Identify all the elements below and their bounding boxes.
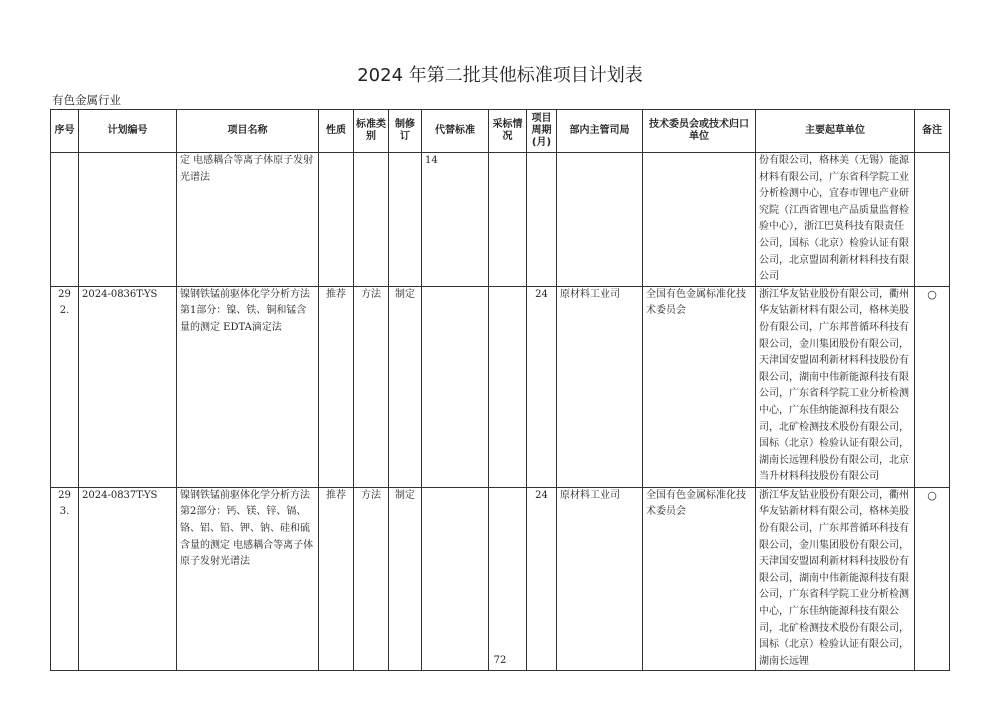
header-drafters: 主要起草单位 [756, 110, 915, 153]
header-period: 项目周期(月) [527, 110, 557, 153]
cell-revision [389, 153, 422, 287]
cell-plan-no: 2024-0837T-YS [79, 487, 177, 671]
cell-seq: 293. [51, 487, 79, 671]
plan-table [50, 109, 950, 671]
table-header-row [51, 110, 950, 153]
industry-label: 有色金属行业 [52, 93, 121, 107]
cell-replace: 14 [422, 153, 489, 287]
cell-nature [319, 153, 354, 287]
header-replace: 代替标准 [422, 110, 489, 153]
cell-dept: 原材料工业司 [557, 286, 643, 487]
cell-adoption [489, 286, 527, 487]
cell-adoption [489, 487, 527, 671]
cell-drafters: 浙江华友钴业股份有限公司，衢州华友钴新材料有限公司，格林美股份有限公司，广东邦普循环科技有限公司，金川集团股份有限公司，天津国安盟固利新材料科技股份有限公司，湖南中伟新能源科技有限公司，广东省科学院工业分析检测中心，广东佳纳能源科技有限公司，北矿检测技术股份有限公司，国标（北京）检验认证有限公司，湖南长远锂 [756, 487, 915, 671]
cell-period: 24 [527, 487, 557, 671]
cell-category: 方法 [354, 286, 389, 487]
cell-revision: 制定 [389, 487, 422, 671]
cell-dept: 原材料工业司 [557, 487, 643, 671]
header-committee: 技术委员会或技术归口单位 [643, 110, 756, 153]
cell-name: 定 电感耦合等离子体原子发射光谱法 [177, 153, 319, 287]
cell-committee: 全国有色金属标准化技术委员会 [643, 286, 756, 487]
cell-drafters: 份有限公司，格林美（无锡）能源材料有限公司，广东省科学院工业分析检测中心，宜春市锂电产业研究院（江西省锂电产品质量监督检验中心），浙江巴莫科技有限责任公司，国标（北京）检验认证有限公司，北京盟固利新材料科技有限公司 [756, 153, 915, 287]
cell-nature: 推荐 [319, 286, 354, 487]
cell-remark: ○ [915, 487, 950, 671]
cell-replace [422, 286, 489, 487]
cell-remark: ○ [915, 286, 950, 487]
cell-nature: 推荐 [319, 487, 354, 671]
header-adoption: 采标情况 [489, 110, 527, 153]
cell-adoption [489, 153, 527, 287]
header-revision: 制修订 [389, 110, 422, 153]
cell-revision: 制定 [389, 286, 422, 487]
header-seq: 序号 [51, 110, 79, 153]
header-remark: 备注 [915, 110, 950, 153]
table-row [51, 286, 950, 487]
cell-category [354, 153, 389, 287]
cell-plan-no [79, 153, 177, 287]
cell-seq: 292. [51, 286, 79, 487]
header-plan-no: 计划编号 [79, 110, 177, 153]
cell-name: 镍钢铁锰前驱体化学分析方法 第1部分：镍、铁、铜和锰含量的测定 EDTA滴定法 [177, 286, 319, 487]
cell-drafters: 浙江华友钴业股份有限公司，衢州华友钴新材料有限公司，格林美股份有限公司，广东邦普循环科技有限公司，金川集团股份有限公司，天津国安盟固利新材料科技股份有限公司，湖南中伟新能源科技有限公司，广东省科学院工业分析检测中心，广东佳纳能源科技有限公司，北矿检测技术股份有限公司，国标（北京）检验认证有限公司，湖南长远锂科股份有限公司，北京当升材料科技股份有限公司 [756, 286, 915, 487]
cell-committee [643, 153, 756, 287]
cell-period: 24 [527, 286, 557, 487]
table-row [51, 487, 950, 671]
header-category: 标准类别 [354, 110, 389, 153]
cell-seq [51, 153, 79, 287]
cell-category: 方法 [354, 487, 389, 671]
cell-name: 镍钢铁锰前驱体化学分析方法 第2部分：钙、镁、锌、镉、铬、铝、铅、钾、钠、硅和硫含量的测定 电感耦合等离子体原子发射光谱法 [177, 487, 319, 671]
cell-remark [915, 153, 950, 287]
cell-dept [557, 153, 643, 287]
page-title: 2024 年第二批其他标准项目计划表 [357, 65, 643, 86]
header-nature: 性质 [319, 110, 354, 153]
cell-period [527, 153, 557, 287]
cell-replace [422, 487, 489, 671]
cell-plan-no: 2024-0836T-YS [79, 286, 177, 487]
cell-committee: 全国有色金属标准化技术委员会 [643, 487, 756, 671]
header-name: 项目名称 [177, 110, 319, 153]
table-row [51, 153, 950, 287]
header-dept: 部内主管司局 [557, 110, 643, 153]
page-number: 72 [493, 655, 507, 666]
